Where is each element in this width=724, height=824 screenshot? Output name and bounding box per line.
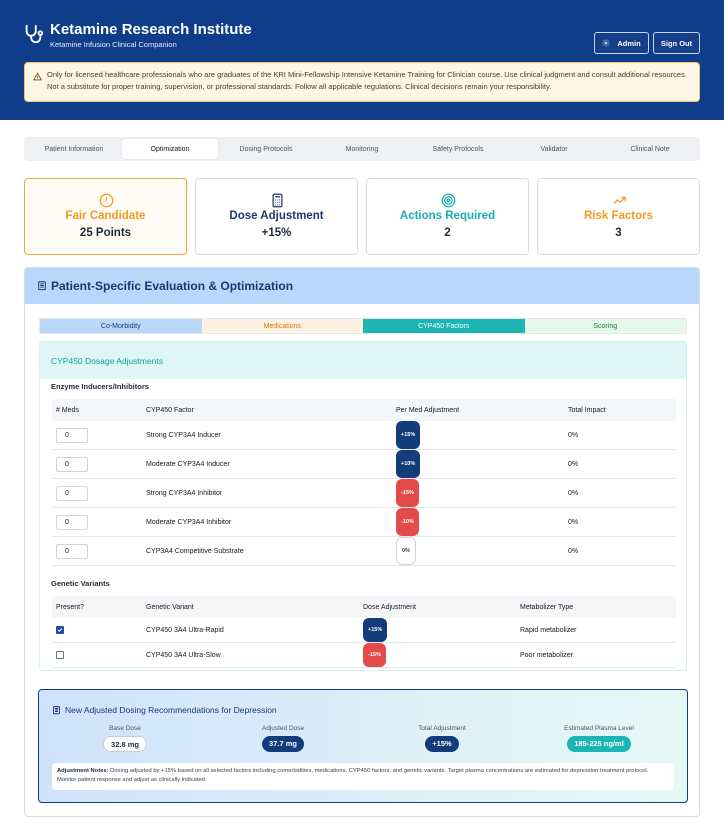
- target-icon: [441, 193, 456, 208]
- tab-optimization[interactable]: Optimization: [122, 139, 218, 159]
- total-impact: 0%: [568, 547, 579, 555]
- main-tabs: [24, 137, 700, 161]
- sign-out-button[interactable]: [653, 32, 700, 54]
- tab-monitoring[interactable]: Monitoring: [345, 145, 379, 153]
- metabolizer-type: Poor metabolizer: [520, 651, 573, 659]
- clipboard-icon: [37, 280, 47, 291]
- table-row: [52, 537, 676, 566]
- notes-text: Dosing adjusted by +15% based on all selected factors including comorbidities, medications, CYP450 factors, and genetic variants. Target plasma concentrations are estimated for depression treatment protocol. Monitor patient response and adjust as clinically indicated.: [57, 768, 649, 783]
- metric-label: Total Adjustment: [418, 725, 466, 732]
- genetic-table-header: [52, 596, 676, 618]
- alert-circle-icon: [99, 193, 114, 208]
- tab-clinical-note[interactable]: Clinical Note: [630, 145, 670, 153]
- col-meds: # Meds: [56, 406, 79, 414]
- candidate-title: Fair Candidate: [65, 210, 146, 222]
- metabolizer-type: Rapid metabolizer: [520, 626, 577, 634]
- total-impact: 0%: [568, 431, 579, 439]
- adjustment-badge: +15%: [396, 421, 420, 449]
- dosing-recommendations: [38, 689, 688, 803]
- enzyme-table: [52, 399, 676, 566]
- factor-name: Strong CYP3A4 Inhibitor: [146, 489, 223, 497]
- trending-up-icon: [612, 193, 627, 208]
- actions-required-title: Actions Required: [399, 210, 496, 222]
- stethoscope-icon: [22, 23, 44, 45]
- table-row: [52, 450, 676, 479]
- genetic-section-label: Genetic Variants: [51, 579, 110, 588]
- dose-adjustment-value: +15%: [261, 227, 292, 239]
- admin-button[interactable]: [594, 32, 649, 54]
- variant-checkbox[interactable]: [56, 651, 64, 659]
- adjustment-badge: -15%: [363, 643, 386, 667]
- check-icon: [57, 627, 63, 633]
- brand: [22, 20, 252, 50]
- adjustment-badge: +10%: [396, 450, 420, 478]
- warning-icon: [33, 72, 42, 81]
- adjusted-dose-metric: [208, 725, 358, 752]
- total-impact: 0%: [568, 518, 579, 526]
- total-adjustment-metric: [367, 725, 517, 752]
- plasma-level-metric: [524, 725, 674, 752]
- table-row: [52, 643, 676, 668]
- table-row: [52, 618, 676, 643]
- table-row: [52, 508, 676, 537]
- meds-count-input[interactable]: 0: [56, 486, 88, 501]
- metric-label: Adjusted Dose: [261, 725, 305, 732]
- adjustment-badge: -10%: [396, 508, 419, 536]
- actions-required-value: 2: [444, 227, 451, 239]
- cyp450-section: [39, 341, 687, 671]
- dose-adjustment-card: [195, 178, 358, 255]
- factor-name: Strong CYP3A4 Inducer: [146, 431, 221, 439]
- subtab-co-morbidity[interactable]: Co-Morbidity: [40, 319, 202, 333]
- actions-required-card: [366, 178, 529, 255]
- admin-label: Admin: [617, 38, 641, 48]
- candidate-card: [24, 178, 187, 255]
- notes-label: Adjustment Notes:: [57, 768, 109, 774]
- total-impact: 0%: [568, 460, 579, 468]
- variant-checkbox[interactable]: [56, 626, 64, 634]
- app-header: [0, 0, 724, 120]
- factor-name: CYP3A4 Competitive Substrate: [146, 547, 244, 555]
- tab-safety-protocols[interactable]: Safety Protocols: [432, 145, 484, 153]
- col-factor: CYP450 Factor: [146, 406, 194, 414]
- subtab-medications[interactable]: Medications: [202, 319, 364, 333]
- gear-icon: [602, 39, 610, 47]
- candidate-value: 25 Points: [79, 227, 132, 239]
- table-row: [52, 421, 676, 450]
- col-total-impact: Total Impact: [568, 406, 606, 414]
- clipboard-icon: [52, 705, 61, 715]
- adjustment-badge: 0%: [396, 537, 416, 565]
- risk-factors-title: Risk Factors: [583, 210, 654, 222]
- app-subtitle: Ketamine Infusion Clinical Companion: [50, 40, 177, 49]
- table-row: [52, 479, 676, 508]
- meds-count-input[interactable]: 0: [56, 457, 88, 472]
- tab-validator[interactable]: Validator: [540, 145, 568, 153]
- adjustment-badge: -15%: [396, 479, 419, 507]
- col-present: Present?: [56, 603, 85, 611]
- calculator-icon: [270, 193, 285, 208]
- genetic-table: [52, 596, 676, 668]
- evaluation-subtabs: [39, 318, 687, 334]
- metric-value: 32.8 mg: [103, 736, 147, 752]
- metric-label: Estimated Plasma Level: [564, 725, 634, 732]
- meds-count-input[interactable]: 0: [56, 544, 88, 559]
- adjustment-notes: [52, 763, 674, 790]
- adjustment-badge: +15%: [363, 618, 387, 642]
- metric-value: 185-225 ng/ml: [567, 736, 631, 752]
- factor-name: Moderate CYP3A4 Inhibitor: [146, 518, 232, 526]
- total-impact: 0%: [568, 489, 579, 497]
- metric-value: +15%: [425, 736, 458, 752]
- meds-count-input[interactable]: 0: [56, 515, 88, 530]
- subtab-scoring[interactable]: Scoring: [525, 319, 687, 333]
- sign-out-label: Sign Out: [660, 38, 693, 48]
- variant-name: CYP450 3A4 Ultra-Rapid: [146, 626, 224, 634]
- subtab-cyp450-factors[interactable]: CYP450 Factors: [363, 319, 525, 333]
- evaluation-panel: [24, 267, 700, 817]
- enzyme-section-label: Enzyme Inducers/Inhibitors: [51, 382, 149, 391]
- meds-count-input[interactable]: 0: [56, 428, 88, 443]
- tab-dosing-protocols[interactable]: Dosing Protocols: [239, 145, 293, 153]
- dose-adjustment-title: Dose Adjustment: [229, 210, 324, 222]
- col-per-med-adjustment: Per Med Adjustment: [396, 406, 460, 414]
- cyp450-header: [40, 342, 686, 379]
- enzyme-table-header: [52, 399, 676, 421]
- recommendations-title: New Adjusted Dosing Recommendations for Depression: [65, 705, 277, 715]
- app-title: Ketamine Research Institute: [50, 21, 252, 38]
- col-variant: Genetic Variant: [146, 603, 194, 611]
- tab-patient-information[interactable]: Patient Information: [44, 145, 104, 153]
- risk-factors-value: 3: [615, 227, 622, 239]
- risk-factors-card: [537, 178, 700, 255]
- metric-value: 37.7 mg: [262, 736, 304, 752]
- evaluation-title: Patient-Specific Evaluation & Optimization: [51, 279, 294, 293]
- col-dose-adjustment: Dose Adjustment: [363, 603, 416, 611]
- col-metabolizer-type: Metabolizer Type: [520, 603, 574, 611]
- cyp450-title: CYP450 Dosage Adjustments: [51, 356, 163, 366]
- metric-label: Base Dose: [109, 725, 141, 732]
- variant-name: CYP450 3A4 Ultra-Slow: [146, 651, 221, 659]
- disclaimer-notice: [24, 62, 700, 102]
- base-dose-metric: [50, 725, 200, 752]
- factor-name: Moderate CYP3A4 Inducer: [146, 460, 230, 468]
- disclaimer-text: Only for licensed healthcare professionals who are graduates of the KRI Mini-Fellowship Intensive Ketamine Training for Clinician course. Use clinical judgment and consult additional resources. Not a substitute for proper training, supervision, or professional standards. Follow all applicable regulations. Clinical decisions remain your responsibility.: [47, 70, 687, 91]
- evaluation-header: [25, 268, 699, 304]
